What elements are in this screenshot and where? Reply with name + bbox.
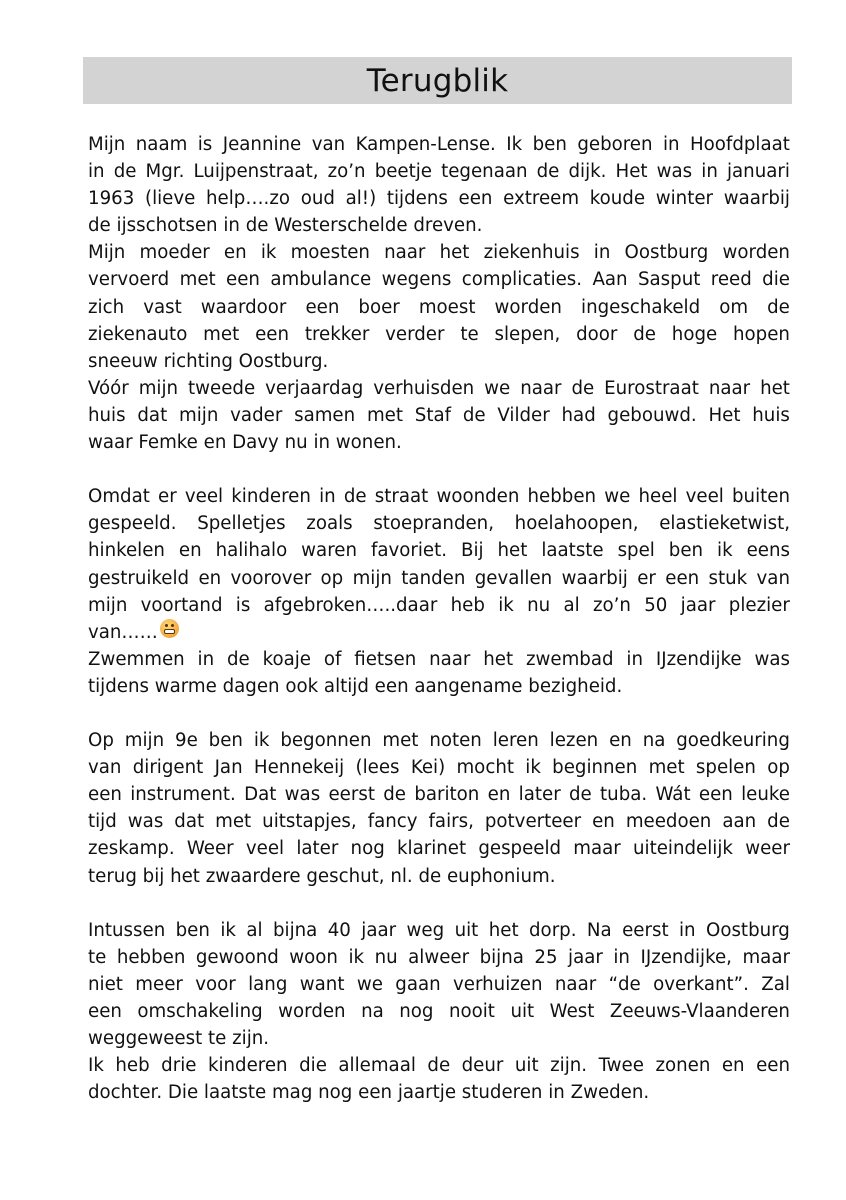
paragraph bbox=[88, 483, 790, 646]
text-line: een omschakeling worden na nog nooit uit West Zeeuws-Vlaanderen bbox=[88, 1001, 790, 1022]
text-line: Ik heb drie kinderen die allemaal de deur uit zijn. Twee zonen en een bbox=[88, 1055, 790, 1077]
text-line: tijd was dat met uitstapjes, fancy fairs, potverteer en meedoen aan de bbox=[88, 811, 790, 833]
paragraph bbox=[88, 1052, 790, 1106]
text-line: Vóór mijn tweede verjaardag verhuisden we naar de Eurostraat naar het bbox=[88, 377, 790, 399]
text-line: vervoerd met een ambulance wegens complicaties. Aan Sasput reed die bbox=[88, 269, 790, 291]
text-line: in de Mgr. Luijpenstraat, zo’n beetje tegenaan de dijk. Het was in januari bbox=[88, 161, 790, 183]
text-line: Zwemmen in de koaje of fietsen naar het zwembad in IJzendijke was bbox=[88, 648, 790, 670]
paragraph-gap bbox=[88, 700, 790, 727]
text-line: van…… bbox=[88, 619, 790, 646]
text-line: hinkelen en halihalo waren favoriet. Bij het laatste spel ben ik eens bbox=[88, 540, 790, 562]
text-line: 1963 (lieve help….zo oud al!) tijdens een extreem koude winter waarbij bbox=[88, 188, 790, 210]
text-line: terug bij het zwaardere geschut, nl. de euphonium. bbox=[88, 865, 556, 887]
text-line: van dirigent Jan Hennekeij (lees Kei) mocht ik beginnen met spelen op bbox=[88, 757, 790, 779]
grimacing-face-icon bbox=[160, 619, 179, 638]
text-line: Op mijn 9e ben ik begonnen met noten leren lezen en na goedkeuring bbox=[88, 730, 790, 752]
text-line: mijn voortand is afgebroken…..daar heb ik nu al zo’n 50 jaar plezier bbox=[88, 594, 790, 616]
paragraph-gap bbox=[88, 456, 790, 483]
text-line: weggeweest te zijn. bbox=[88, 1028, 270, 1050]
text-line: gespeeld. Spelletjes zoals stoepranden, hoelahoopen, elastieketwist, bbox=[88, 513, 790, 535]
text-line: dochter. Die laatste mag nog een jaartje studeren in Zweden. bbox=[88, 1082, 650, 1104]
paragraph bbox=[88, 727, 790, 890]
text-line: ziekenauto met een trekker verder te slepen, door de hoge hopen bbox=[88, 323, 790, 345]
text-line: huis dat mijn vader samen met Staf de Vilder had gebouwd. Het huis bbox=[88, 404, 790, 426]
paragraph bbox=[88, 131, 790, 239]
text-line: Mijn moeder en ik moesten naar het ziekenhuis in Oostburg worden bbox=[88, 242, 790, 264]
text-line: te hebben gewoond woon ik nu alweer bijna 25 jaar in IJzendijke, maar bbox=[88, 946, 790, 968]
title-bar bbox=[83, 57, 792, 104]
text-line: Omdat er veel kinderen in de straat woonden hebben we heel veel buiten bbox=[88, 486, 790, 508]
paragraph bbox=[88, 375, 790, 456]
text-line: gestruikeld en voorover op mijn tanden gevallen waarbij er een stuk van bbox=[88, 567, 790, 589]
text-line: Mijn naam is Jeannine van Kampen-Lense. Ik ben geboren in Hoofdplaat bbox=[88, 134, 790, 155]
paragraph bbox=[88, 917, 790, 1052]
paragraph-gap bbox=[88, 890, 790, 917]
text-line: sneeuw richting Oostburg. bbox=[88, 350, 329, 372]
paragraph bbox=[88, 239, 790, 374]
text-line: waar Femke en Davy nu in wonen. bbox=[88, 432, 402, 454]
text-line: zich vast waardoor een boer moest worden ingeschakeld om de bbox=[88, 296, 790, 318]
text-line: niet meer voor lang want we gaan verhuizen naar “de overkant”. Zal bbox=[88, 973, 790, 995]
text-line: een instrument. Dat was eerst de bariton en later de tuba. Wát een leuke bbox=[88, 784, 790, 806]
text-line: Intussen ben ik al bijna 40 jaar weg uit het dorp. Na eerst in Oostburg bbox=[88, 919, 790, 941]
text-line: tijdens warme dagen ook altijd een aangename bezigheid. bbox=[88, 675, 623, 697]
text-line: de ijsschotsen in de Westerschelde dreven. bbox=[88, 215, 483, 237]
page-title: Terugblik bbox=[366, 62, 509, 99]
text-line: zeskamp. Weer veel later nog klarinet gespeeld maar uiteindelijk weer bbox=[88, 838, 790, 860]
article-body bbox=[88, 131, 790, 1106]
paragraph bbox=[88, 646, 790, 700]
